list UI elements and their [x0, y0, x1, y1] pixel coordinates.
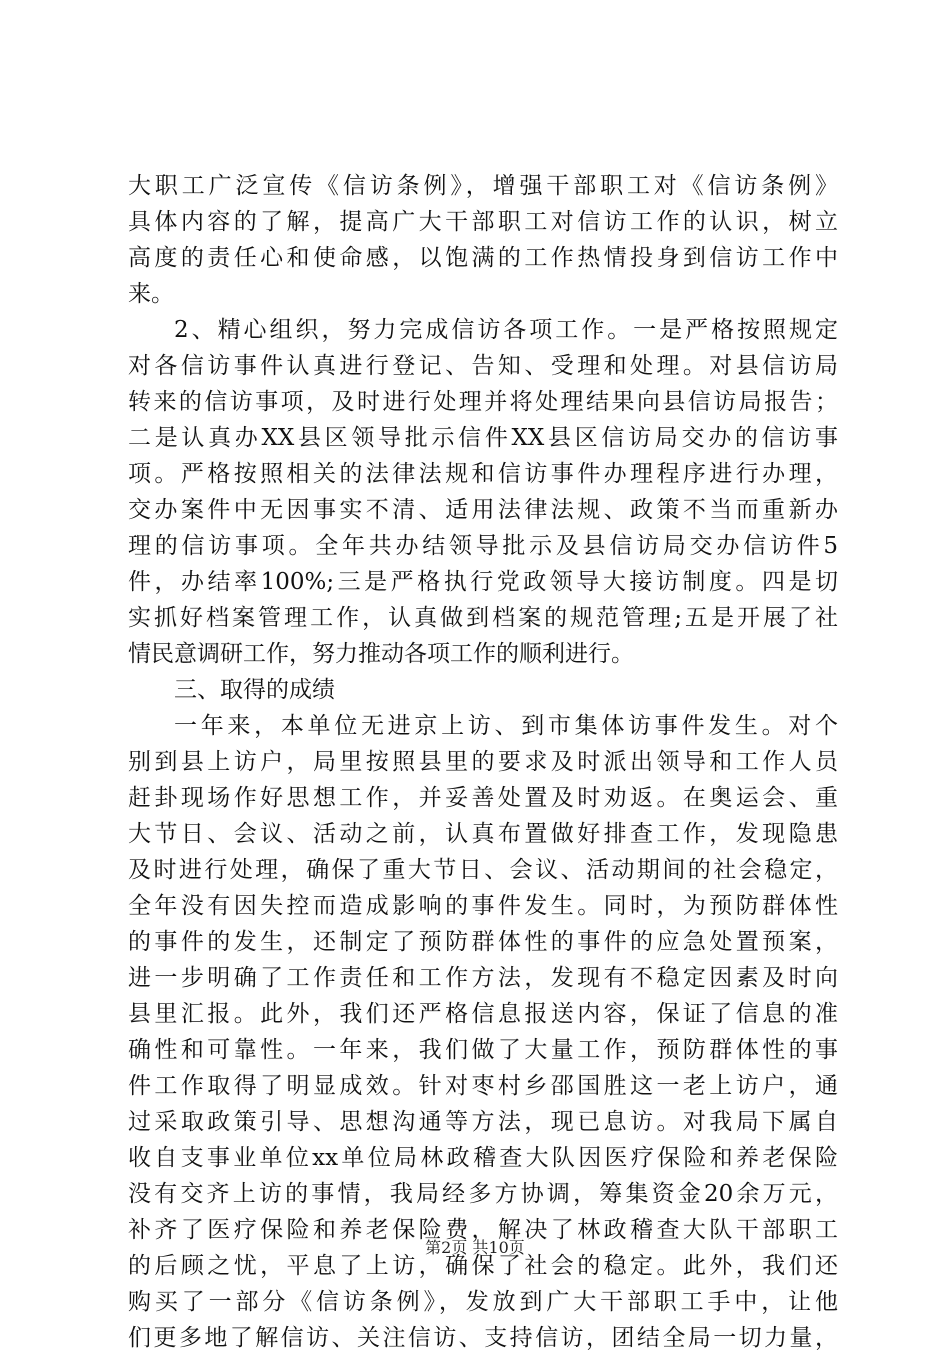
text-line: 县里汇报。此外，我们还严格信息报送内容，保证了信息的准	[128, 1001, 838, 1027]
text-line: 具体内容的了解，提高广大干部职工对信访工作的认识，树立	[128, 209, 838, 235]
document-body	[128, 168, 838, 1356]
text-line: 的后顾之忧，平息了上访，确保了社会的稳定。此外，我们还	[128, 1253, 838, 1279]
text-line: 的事件的发生，还制定了预防群体性的事件的应急处置预案，	[128, 929, 838, 955]
text-line: 过采取政策引导、思想沟通等方法，现已息访。对我局下属自	[128, 1109, 838, 1135]
text-line: 理的信访事项。全年共办结领导批示及县信访局交办信访件5	[128, 533, 838, 559]
text-line: 补齐了医疗保险和养老保险费，解决了林政稽查大队干部职工	[128, 1217, 838, 1243]
text-line: 及时进行处理，确保了重大节日、会议、活动期间的社会稳定，	[128, 857, 838, 883]
text-line: 项。严格按照相关的法律法规和信访事件办理程序进行办理，	[128, 461, 838, 487]
text-line: 交办案件中无因事实不清、适用法律法规、政策不当而重新办	[128, 497, 838, 523]
text-line: 全年没有因失控而造成影响的事件发生。同时，为预防群体性	[128, 893, 838, 919]
text-line: 二是认真办XX县区领导批示信件XX县区信访局交办的信访事	[128, 425, 838, 451]
text-line: 三、取得的成绩	[174, 677, 335, 703]
text-line: 购买了一部分《信访条例》，发放到广大干部职工手中，让他	[128, 1289, 838, 1315]
text-line: 确性和可靠性。一年来，我们做了大量工作，预防群体性的事	[128, 1037, 838, 1063]
text-line: 别到县上访户，局里按照县里的要求及时派出领导和工作人员	[128, 749, 838, 775]
text-line: 进一步明确了工作责任和工作方法，发现有不稳定因素及时向	[128, 965, 838, 991]
text-line: 收自支事业单位xx单位局林政稽查大队因医疗保险和养老保险	[128, 1145, 838, 1171]
text-line: 大职工广泛宣传《信访条例》，增强干部职工对《信访条例》	[128, 173, 838, 199]
text-line: 实抓好档案管理工作，认真做到档案的规范管理;五是开展了社	[128, 605, 838, 631]
text-line: 赶卦现场作好思想工作，并妥善处置及时劝返。在奥运会、重	[128, 785, 838, 811]
text-line: 高度的责任心和使命感，以饱满的工作热情投身到信访工作中	[128, 245, 838, 271]
page-footer: 第2页 共10页	[425, 1238, 525, 1257]
text-line: 一年来，本单位无进京上访、到市集体访事件发生。对个	[174, 713, 838, 739]
text-line: 转来的信访事项，及时进行处理并将处理结果向县信访局报告；	[128, 389, 838, 415]
text-line: 情民意调研工作，努力推动各项工作的顺利进行。	[128, 641, 634, 667]
text-line: 大节日、会议、活动之前，认真布置做好排查工作，发现隐患	[128, 821, 838, 847]
text-line: 来。	[128, 281, 174, 307]
text-line: 对各信访事件认真进行登记、告知、受理和处理。对县信访局	[128, 353, 838, 379]
text-line: 没有交齐上访的事情，我局经多方协调，筹集资金20余万元，	[128, 1181, 838, 1207]
text-line: 件工作取得了明显成效。针对枣村乡邵国胜这一老上访户，通	[128, 1073, 838, 1099]
text-line: 件，办结率100%;三是严格执行党政领导大接访制度。四是切	[128, 569, 838, 595]
text-line: 2、精心组织，努力完成信访各项工作。一是严格按照规定	[174, 317, 838, 343]
text-line: 们更多地了解信访、关注信访、支持信访，团结全局一切力量，	[128, 1325, 838, 1351]
